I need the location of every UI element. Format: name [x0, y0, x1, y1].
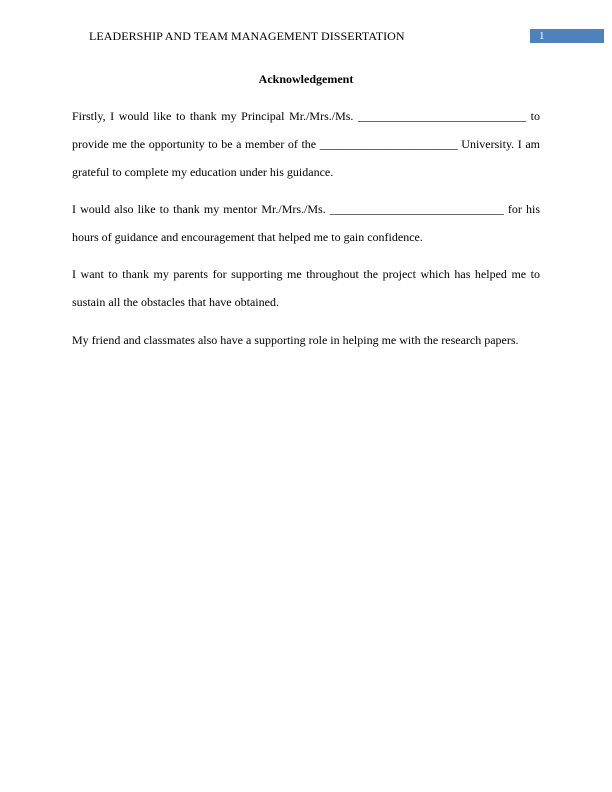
paragraph-mentor-thanks — [72, 195, 540, 251]
paragraph-parents-thanks: I want to thank my parents for supporting me throughout the project which has helped me to sustain all the obstacles that have obtained. — [72, 267, 540, 309]
page-number: 1 — [539, 30, 545, 42]
paragraph-text: I would also like to thank my mentor Mr./Mrs./Ms. — [72, 202, 326, 216]
mentor-name-blank: _____________________________ — [329, 202, 504, 216]
paragraph-friends-thanks: My friend and classmates also have a supporting role in helping me with the research papers. — [72, 333, 519, 347]
paragraph-text: for his hours of guidance and encouragement that helped me to gain confidence. — [72, 202, 540, 244]
paragraph-text: Firstly, I would like to thank my Principal Mr./Mrs./Ms. — [72, 109, 354, 123]
paragraph-text: University. I am grateful to complete my education under his guidance. — [72, 137, 540, 179]
principal-name-blank: ____________________________ — [358, 109, 527, 123]
page-number-badge — [530, 29, 604, 43]
paragraph-principal-thanks — [72, 102, 540, 186]
running-header-title: LEADERSHIP AND TEAM MANAGEMENT DISSERTATION — [89, 29, 405, 43]
paragraph-text: to provide me the opportunity to be a member of the — [72, 109, 540, 151]
acknowledgement-heading: Acknowledgement — [258, 72, 354, 86]
university-name-blank: _______________________ — [319, 137, 458, 151]
